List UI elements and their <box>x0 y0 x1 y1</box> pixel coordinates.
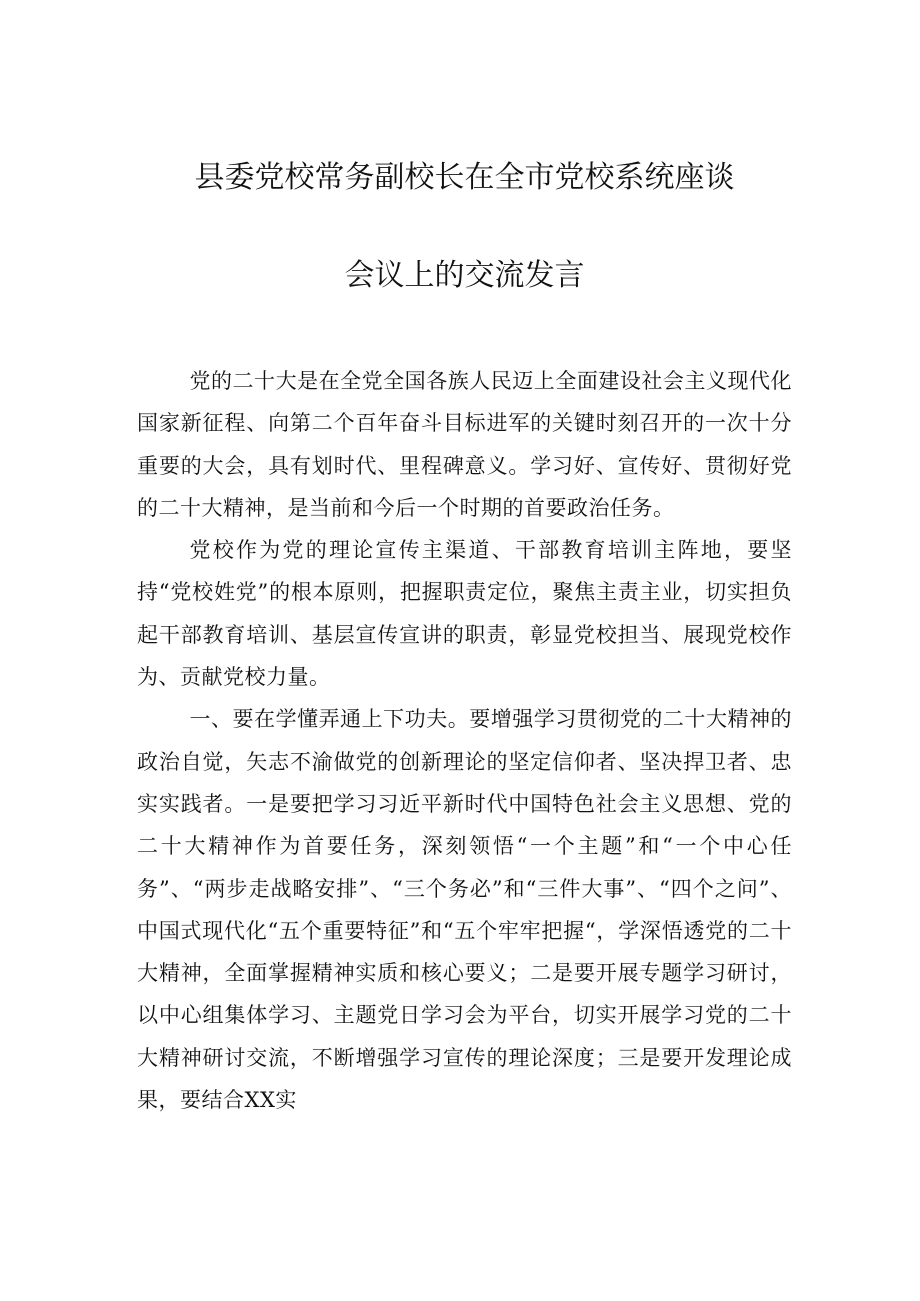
document-body <box>137 360 792 1121</box>
paragraph-section-one: 一、要在学懂弄通上下功夫。要增强学习贯彻党的二十大精神的政治自觉，矢志不渝做党的创新理论的坚定信仰者、坚决捍卫者、忠实实践者。一是要把学习习近平新时代中国特色社会主义思想、党的二十大精神作为首要任务，深刻领悟“一个主题”和“一个中心任务”、“两步走战略安排”、“三个务必”和“三件大事”、“四个之问”、中国式现代化“五个重要特征”和“五个牢牢把握“，学深悟透党的二十大精神，全面掌握精神实质和核心要义；二是要开展专题学习研讨，以中心组集体学习、主题党日学习会为平台，切实开展学习党的二十大精神研讨交流，不断增强学习宣传的理论深度；三是要开发理论成果，要结合XX实 <box>137 707 792 1113</box>
paragraph-party-school-role: 党校作为党的理论宣传主渠道、干部教育培训主阵地，要坚持“党校姓党”的根本原则，把握职责定位，聚焦主责主业，切实担负起干部教育培训、基层宣传宣讲的职责，彰显党校担当、展现党校作为、贡献党校力量。 <box>137 538 792 690</box>
document-title-line-2: 会议上的交流发言 <box>344 258 585 293</box>
paragraph-intro: 党的二十大是在全党全国各族人民迈上全面建设社会主义现代化国家新征程、向第二个百年奋斗目标进军的关键时刻召开的一次十分重要的大会，具有划时代、里程碑意义。学习好、宣传好、贯彻好党的二十大精神，是当前和今后一个时期的首要政治任务。 <box>137 369 792 520</box>
document-title-line-1: 县委党校常务副校长在全市党校系统座谈 <box>194 160 735 195</box>
